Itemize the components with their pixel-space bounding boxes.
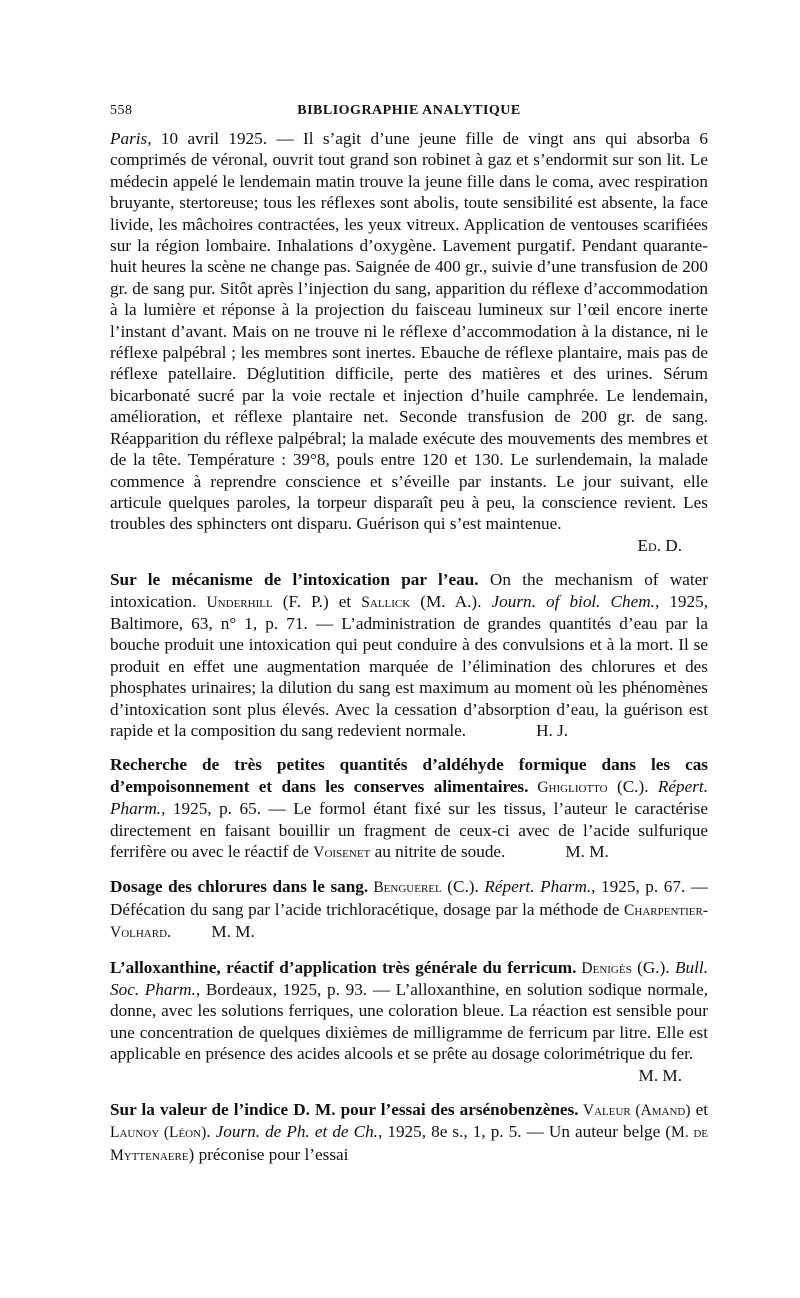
running-title: BIBLIOGRAPHIE ANALYTIQUE xyxy=(297,103,521,118)
abstract-signature: Ed. D. xyxy=(637,535,682,555)
author-initials: (C.). xyxy=(441,877,485,897)
abstract-text xyxy=(110,128,708,535)
journal-name: Bull. Soc. Pharm., xyxy=(110,957,708,1000)
abstract-entry xyxy=(110,1099,708,1166)
author-initials: (G.). xyxy=(631,957,676,977)
author-name: Underhill xyxy=(206,593,273,611)
author-name: Ghigliotto xyxy=(528,778,608,796)
abstract-body: L’administration de grandes quantités d’eau par la bouche produit une intoxication qui peut conduire à des convulsions et à la mort. Il se produit en effet une augmentation marquée de l’élimination des chlorures et des phosphates urinaires; la dilution du sang est maximum au moment où les phénomènes d’intoxication sont plus élevés. Avec la cessation d’absorption d’eau, la guérison est rapide et la composition du sang redevient normale. xyxy=(110,613,708,740)
author-name: Valeur xyxy=(578,1102,631,1120)
cited-name: Charpentier-Volhard xyxy=(110,901,708,942)
abstract-body: Défécation du sang par l’acide trichloracétique, dosage par la méthode de xyxy=(110,899,625,919)
separator: . xyxy=(206,1122,216,1142)
author-name: Benguerel xyxy=(368,879,442,897)
page-number: 558 xyxy=(110,103,133,118)
reference: 1925, p. 67. — xyxy=(595,877,709,897)
reference: 1925, Baltimore, 63, n° 1, p. 71. — xyxy=(110,591,708,633)
abstract-text xyxy=(110,754,708,863)
abstract-entry xyxy=(110,569,708,741)
author-name: Sallick xyxy=(361,593,411,611)
reference: 1925, 8e s., 1, p. 5. — xyxy=(382,1122,549,1142)
entry-title: Sur la valeur de l’indice D. M. pour l’essai des arsénobenzènes. xyxy=(110,1100,579,1120)
abstract-signature: H. J. xyxy=(536,720,569,740)
author-first-name: (Amand) xyxy=(630,1102,691,1120)
abstract-body: . xyxy=(167,922,172,942)
abstract-body: L’alloxanthine, en solution sodique normale, donne, avec les solutions ferriques, une coloration bleue. La réaction est sensible pour une concentration de quelques dixièmes de milligramme de ferricum par litre. Elle est applicable en présence des acides alcools et se prête au dosage colorimétrique du fer. xyxy=(110,980,708,1064)
abstract-text xyxy=(110,957,708,1065)
author-initials: (F. P.) et xyxy=(272,591,362,611)
entry-title: Sur le mécanisme de l’intoxication par l’eau. xyxy=(110,570,479,590)
entry-subtitle: On the mechanism of water intoxication. xyxy=(110,570,709,611)
abstract-entry xyxy=(110,957,708,1086)
author-first-name: (Léon) xyxy=(159,1124,207,1142)
journal-name: Journ. of biol. Chem., xyxy=(491,591,660,611)
conjunction: et xyxy=(690,1100,708,1120)
author-initials: (M. A.). xyxy=(410,591,492,611)
abstract-text xyxy=(110,569,708,741)
cited-name: Voisenet xyxy=(313,844,371,861)
entry-title: L’alloxanthine, réactif d’application très générale du ferricum. xyxy=(110,957,577,977)
place-date: Paris, xyxy=(110,129,152,148)
abstract-body: Un auteur belge ( xyxy=(548,1122,672,1142)
abstract-text xyxy=(110,876,708,943)
journal-name: Journ. de Ph. et de Ch., xyxy=(215,1122,383,1142)
abstract-signature: M. M. xyxy=(638,1065,682,1085)
abstract-text xyxy=(110,1099,708,1166)
abstract-body: 10 avril 1925. — Il s’agit d’une jeune fille de vingt ans qui absorba 6 comprimés de véronal, ouvrit tout grand son robinet à gaz et s’endormit sur son lit. Le médecin appelé le lendemain matin trouve la jeune fille dans le coma, avec respiration bruyante, stertoreuse; tous les réflexes sont abolis, toute sensibilité est absente, la face livide, les mâchoires contractées, les yeux vitreux. Application de ventouses scarifiées sur la région lombaire. Inhalations d’oxygène. Lavement purgatif. Pendant quarante-huit heures la scène ne change pas. Saignée de 400 gr., suivie d’une transfusion de 200 gr. de sang pur. Sitôt après l’injection du sang, apparition du réflexe d’accommodation à la lumière et réponse à la projection du faisceau lumineux sur l’œil encore inerte l’instant d’avant. Mais on ne trouve ni le réflexe d’accommodation à la distance, ni le réflexe palpébral ; les membres sont inertes. Ebauche de réflexe plantaire, mais pas de réflexe patellaire. Déglutition difficile, perte des matières et des urines. Sérum bicarbonaté sucré par la voie rectale et injection d’huile camphrée. Le lendemain, amélioration, et réflexe plantaire net. Seconde transfusion de 200 gr. de sang. Réapparition du réflexe palpébral; la malade exécute des mouvements des membres et de la tête. Température : 39°8, pouls entre 120 et 130. Le surlendemain, la malade commence à reprendre conscience et s’éveille par instants. Le jour suivant, elle articule quelques paroles, la torpeur disparaît peu à peu, la conscience revient. Les troubles des sphincters ont disparu. Guérison qui s’est maintenue. xyxy=(110,129,708,534)
journal-name: Répert. Pharm., xyxy=(484,877,596,897)
abstract-body: Le formol étant fixé sur les tissus, l’auteur le caractérise directement en faisant bouillir un fragment de ceux-ci avec de l’acide sulfurique ferrifère ou avec le réactif de xyxy=(110,799,708,861)
abstract-entry xyxy=(110,754,708,863)
reference: 1925, p. 65. — xyxy=(165,799,294,819)
author-name: Denigès xyxy=(576,959,632,977)
author-name: Launoy xyxy=(110,1124,160,1142)
journal-name: Répert. Pharm., xyxy=(110,776,708,819)
abstract-body: ) préconise pour l’essai xyxy=(188,1144,349,1164)
author-initials: (C.). xyxy=(607,776,658,796)
abstract-signature: M. M. xyxy=(565,842,609,861)
reference: Bordeaux, 1925, p. 93. — xyxy=(200,980,396,1000)
abstract-signature: M. M. xyxy=(211,922,255,942)
cited-name: M. de Myttenaere xyxy=(110,1124,709,1164)
abstract-entry-continued xyxy=(110,128,708,556)
abstract-body: au nitrite de soude. xyxy=(370,842,506,861)
running-header xyxy=(110,100,708,122)
abstract-entry xyxy=(110,876,708,943)
page-body xyxy=(110,128,708,1166)
entry-title: Recherche de très petites quantités d’aldéhyde formique dans les cas d’empoisonnement et dans les conserves alimentaires. xyxy=(110,755,708,796)
entry-title: Dosage des chlorures dans le sang. xyxy=(110,877,369,897)
